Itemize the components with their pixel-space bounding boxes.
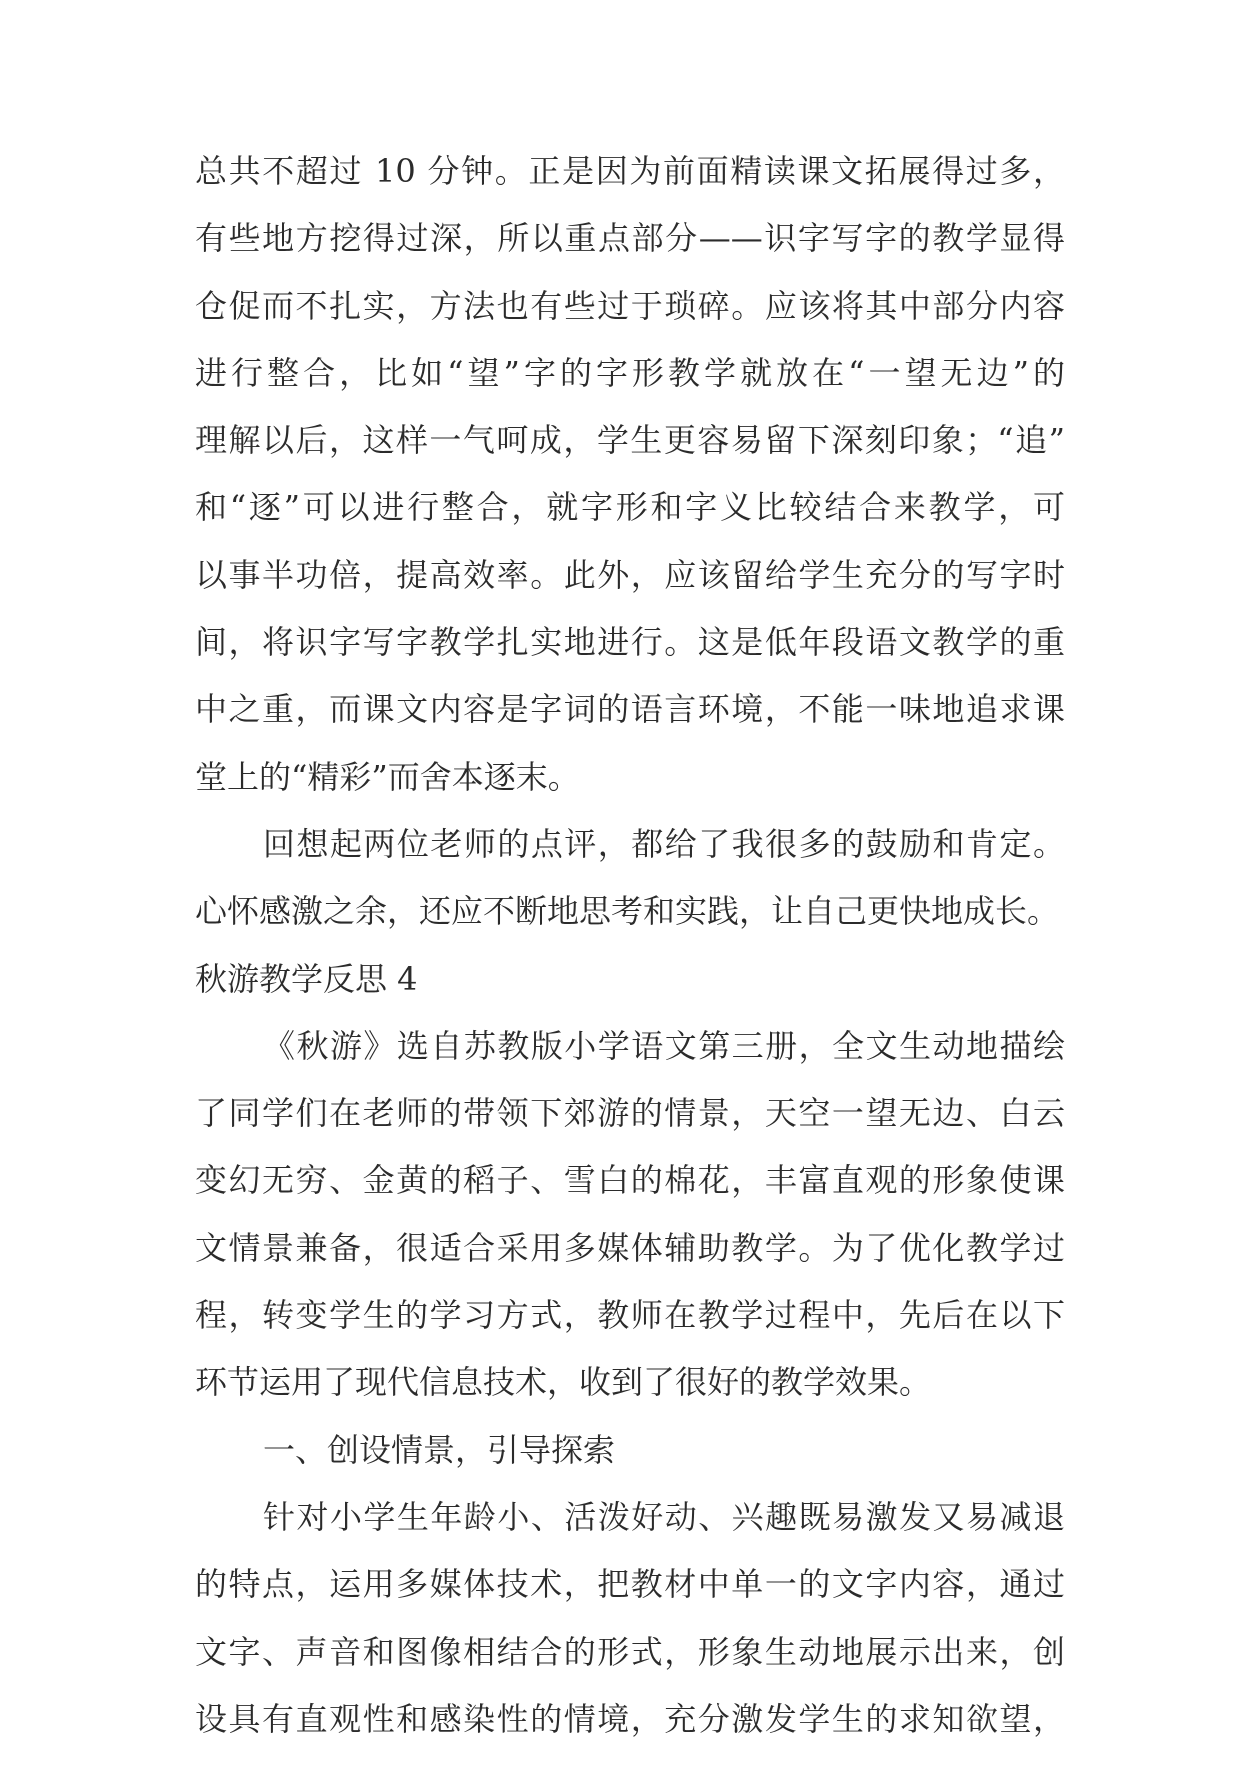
text-line: 进行整合，比如“望”字的字形教学就放在“一望无边”的	[195, 353, 1065, 392]
text-line: 间，将识字写字教学扎实地进行。这是低年段语文教学的重	[195, 623, 1065, 662]
text-line: 了同学们在老师的带领下郊游的情景，天空一望无边、白云	[195, 1094, 1065, 1133]
text-line: 堂上的“精彩”而舍本逐末。	[195, 757, 580, 796]
document-page	[195, 150, 1065, 1765]
text-line: 和“逐”可以进行整合，就字形和字义比较结合来教学，可	[195, 488, 1065, 527]
text-line: 针对小学生年龄小、活泼好动、兴趣既易激发又易减退	[263, 1497, 1065, 1536]
text-line: 仓促而不扎实，方法也有些过于琐碎。应该将其中部分内容	[195, 286, 1065, 325]
text-line: 有些地方挖得过深，所以重点部分——识字写字的教学显得	[195, 219, 1065, 258]
text-line: 《秋游》选自苏教版小学语文第三册，全文生动地描绘	[263, 1026, 1065, 1065]
section-heading: 秋游教学反思 4	[195, 959, 418, 998]
text-line: 文字、声音和图像相结合的形式，形象生动地展示出来，创	[195, 1632, 1065, 1671]
text-line: 理解以后，这样一气呵成，学生更容易留下深刻印象；“追”	[195, 421, 1065, 460]
text-line: 的特点，运用多媒体技术，把教材中单一的文字内容，通过	[195, 1565, 1065, 1604]
text-line: 心怀感激之余，还应不断地思考和实践，让自己更快地成长。	[195, 892, 1060, 931]
text-line: 以事半功倍，提高效率。此外，应该留给学生充分的写字时	[195, 555, 1065, 594]
text-line: 程，转变学生的学习方式，教师在教学过程中，先后在以下	[195, 1296, 1065, 1335]
text-line: 环节运用了现代信息技术，收到了很好的教学效果。	[195, 1363, 932, 1402]
text-line: 文情景兼备，很适合采用多媒体辅助教学。为了优化教学过	[195, 1228, 1065, 1267]
text-line: 设具有直观性和感染性的情境，充分激发学生的求知欲望，	[195, 1699, 1065, 1738]
text-line: 总共不超过 10 分钟。正是因为前面精读课文拓展得过多，	[195, 152, 1065, 190]
text-line: 回想起两位老师的点评，都给了我很多的鼓励和肯定。	[263, 824, 1065, 863]
text-line: 变幻无穷、金黄的稻子、雪白的棉花，丰富直观的形象使课	[195, 1161, 1065, 1200]
text-line: 中之重，而课文内容是字词的语言环境，不能一味地追求课	[195, 690, 1065, 729]
subsection-heading: 一、创设情景，引导探索	[263, 1430, 616, 1469]
